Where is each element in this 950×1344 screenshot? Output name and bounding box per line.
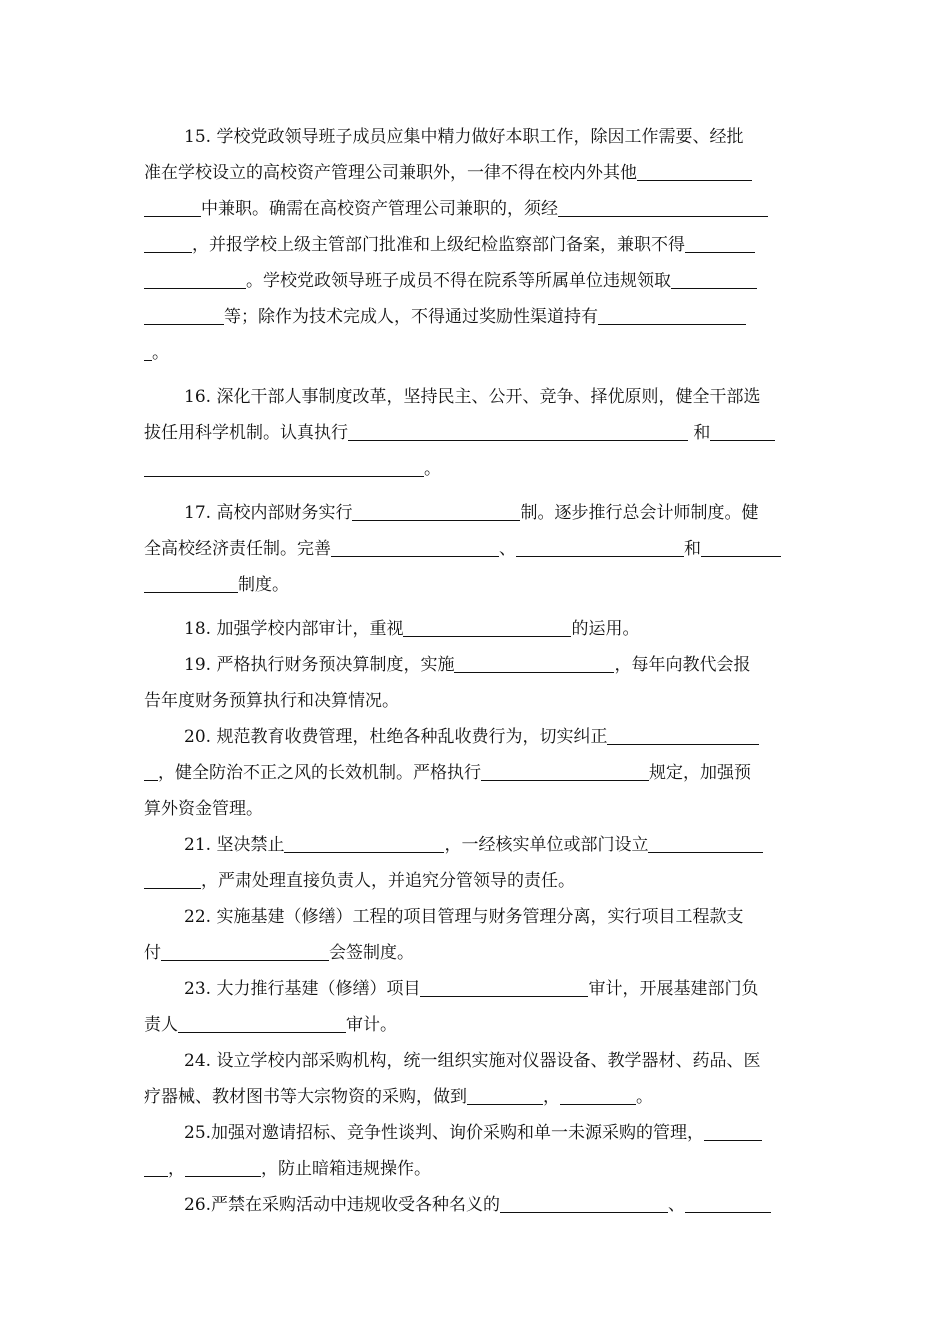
answer-blank[interactable] [331, 536, 499, 557]
question-text: 18. 加强学校内部审计，重视 [184, 619, 404, 639]
exam-fill-in-blanks [144, 119, 808, 1223]
answer-blank[interactable] [648, 832, 763, 853]
question-text: 19. 严格执行财务预决算制度，实施 [184, 655, 455, 675]
text-line [144, 379, 808, 415]
text-line [144, 899, 808, 935]
answer-blank[interactable] [607, 724, 759, 745]
question-23 [144, 971, 808, 1043]
answer-blank[interactable] [481, 760, 649, 781]
question-text: 和 [688, 423, 711, 443]
answer-blank[interactable] [558, 196, 768, 217]
question-text: 制。逐步推行总会计师制度。健 [520, 503, 759, 523]
answer-blank[interactable] [144, 868, 201, 889]
question-16 [144, 379, 808, 487]
question-text: ，严肃处理直接负责人，并追究分管领导的责任。 [201, 871, 575, 891]
text-line [144, 647, 808, 683]
text-line [144, 567, 808, 603]
question-21 [144, 827, 808, 899]
question-text: 21. 坚决禁止 [184, 835, 285, 855]
answer-blank[interactable] [144, 340, 152, 361]
question-text: 疗器械、教材图书等大宗物资的采购，做到 [144, 1087, 467, 1107]
text-line [144, 299, 808, 335]
question-text: 26.严禁在采购活动中违规收受各种名义的 [184, 1195, 501, 1215]
answer-blank[interactable] [516, 536, 684, 557]
question-15 [144, 119, 808, 371]
answer-blank[interactable] [144, 196, 201, 217]
question-19 [144, 647, 808, 719]
answer-blank[interactable] [403, 616, 571, 637]
question-22 [144, 899, 808, 971]
answer-blank[interactable] [560, 1084, 636, 1105]
question-text: ，防止暗箱违规操作。 [261, 1159, 431, 1179]
answer-blank[interactable] [185, 1156, 261, 1177]
question-text: 、 [668, 1195, 686, 1215]
question-text: 和 [684, 539, 701, 559]
question-text: 告年度财务预算执行和决算情况。 [144, 691, 399, 711]
question-text: 、 [499, 539, 516, 559]
text-line [144, 451, 808, 487]
question-text: 17. 高校内部财务实行 [184, 503, 353, 523]
question-text: 20. 规范教育收费管理，杜绝各种乱收费行为，切实纠正 [184, 727, 608, 747]
question-text: 全高校经济责任制。完善 [144, 539, 331, 559]
text-line [144, 119, 808, 155]
question-26 [144, 1187, 808, 1223]
question-text: 22. 实施基建（修缮）工程的项目管理与财务管理分离，实行项目工程款支 [184, 907, 744, 927]
question-text: 制度。 [238, 575, 289, 595]
text-line [144, 791, 808, 827]
question-text: 等；除作为技术完成人，不得通过奖励性渠道持有 [224, 307, 598, 327]
text-line [144, 1007, 808, 1043]
answer-blank[interactable] [685, 1192, 771, 1213]
question-text: ， [168, 1159, 185, 1179]
text-line [144, 191, 808, 227]
question-text: 付 [144, 943, 161, 963]
question-text: 23. 大力推行基建（修缮）项目 [184, 979, 421, 999]
question-text: 。 [152, 343, 169, 363]
answer-blank[interactable] [500, 1192, 668, 1213]
question-text: ，每年向教代会报 [614, 655, 751, 675]
question-text: 审计。 [346, 1015, 397, 1035]
question-text: 15. 学校党政领导班子成员应集中精力做好本职工作，除因工作需要、经批 [184, 127, 744, 147]
question-text: 。学校党政领导班子成员不得在院系等所属单位违规领取 [246, 271, 671, 291]
text-line [144, 971, 808, 1007]
answer-blank[interactable] [637, 160, 752, 181]
answer-blank[interactable] [144, 268, 246, 289]
answer-blank[interactable] [704, 1120, 762, 1141]
text-line [144, 227, 808, 263]
question-text: ，一经核实单位或部门设立 [444, 835, 649, 855]
question-text: 审计，开展基建部门负 [588, 979, 759, 999]
text-line [144, 495, 808, 531]
question-text: 。 [636, 1087, 653, 1107]
question-text: 。 [424, 459, 441, 479]
text-line [144, 1115, 808, 1151]
question-25 [144, 1115, 808, 1187]
question-text: 16. 深化干部人事制度改革，坚持民主、公开、竞争、择优原则，健全干部选 [184, 387, 761, 407]
text-line [144, 1043, 808, 1079]
text-line [144, 1187, 808, 1223]
answer-blank[interactable] [598, 304, 746, 325]
answer-blank[interactable] [348, 420, 688, 441]
answer-blank[interactable] [144, 232, 192, 253]
text-line [144, 1151, 808, 1187]
text-line [144, 335, 808, 371]
answer-blank[interactable] [178, 1012, 346, 1033]
question-text: 责人 [144, 1015, 178, 1035]
answer-blank[interactable] [685, 232, 755, 253]
answer-blank[interactable] [144, 456, 424, 477]
text-line [144, 719, 808, 755]
answer-blank[interactable] [144, 1156, 168, 1177]
question-text: 中兼职。确需在高校资产管理公司兼职的，须经 [201, 199, 558, 219]
answer-blank[interactable] [144, 304, 224, 325]
text-line [144, 611, 808, 647]
text-line [144, 531, 808, 567]
text-line [144, 415, 808, 451]
text-line [144, 1079, 808, 1115]
answer-blank[interactable] [420, 976, 588, 997]
question-text: ，并报学校上级主管部门批准和上级纪检监察部门备案，兼职不得 [192, 235, 685, 255]
answer-blank[interactable] [161, 940, 329, 961]
text-line [144, 683, 808, 719]
question-text: 算外资金管理。 [144, 799, 263, 819]
answer-blank[interactable] [467, 1084, 543, 1105]
text-line [144, 263, 808, 299]
text-line [144, 827, 808, 863]
answer-blank[interactable] [454, 652, 614, 673]
question-17 [144, 495, 808, 603]
question-text: 拔任用科学机制。认真执行 [144, 423, 348, 443]
text-line [144, 755, 808, 791]
answer-blank[interactable] [144, 572, 238, 593]
question-20 [144, 719, 808, 827]
answer-blank[interactable] [710, 420, 775, 441]
answer-blank[interactable] [352, 500, 520, 521]
question-24 [144, 1043, 808, 1115]
answer-blank[interactable] [144, 760, 158, 781]
question-text: 规定，加强预 [649, 763, 751, 783]
answer-blank[interactable] [701, 536, 781, 557]
question-text: ， [543, 1087, 560, 1107]
question-18 [144, 611, 808, 647]
answer-blank[interactable] [284, 832, 444, 853]
question-text: 会签制度。 [329, 943, 414, 963]
question-text: 25.加强对邀请招标、竞争性谈判、询价采购和单一未源采购的管理， [184, 1123, 705, 1143]
text-line [144, 155, 808, 191]
question-text: 24. 设立学校内部采购机构，统一组织实施对仪器设备、教学器材、药品、医 [184, 1051, 761, 1071]
question-text: 的运用。 [571, 619, 640, 639]
question-text: ，健全防治不正之风的长效机制。严格执行 [158, 763, 481, 783]
text-line [144, 863, 808, 899]
question-text: 准在学校设立的高校资产管理公司兼职外，一律不得在校内外其他 [144, 163, 637, 183]
answer-blank[interactable] [671, 268, 757, 289]
text-line [144, 935, 808, 971]
